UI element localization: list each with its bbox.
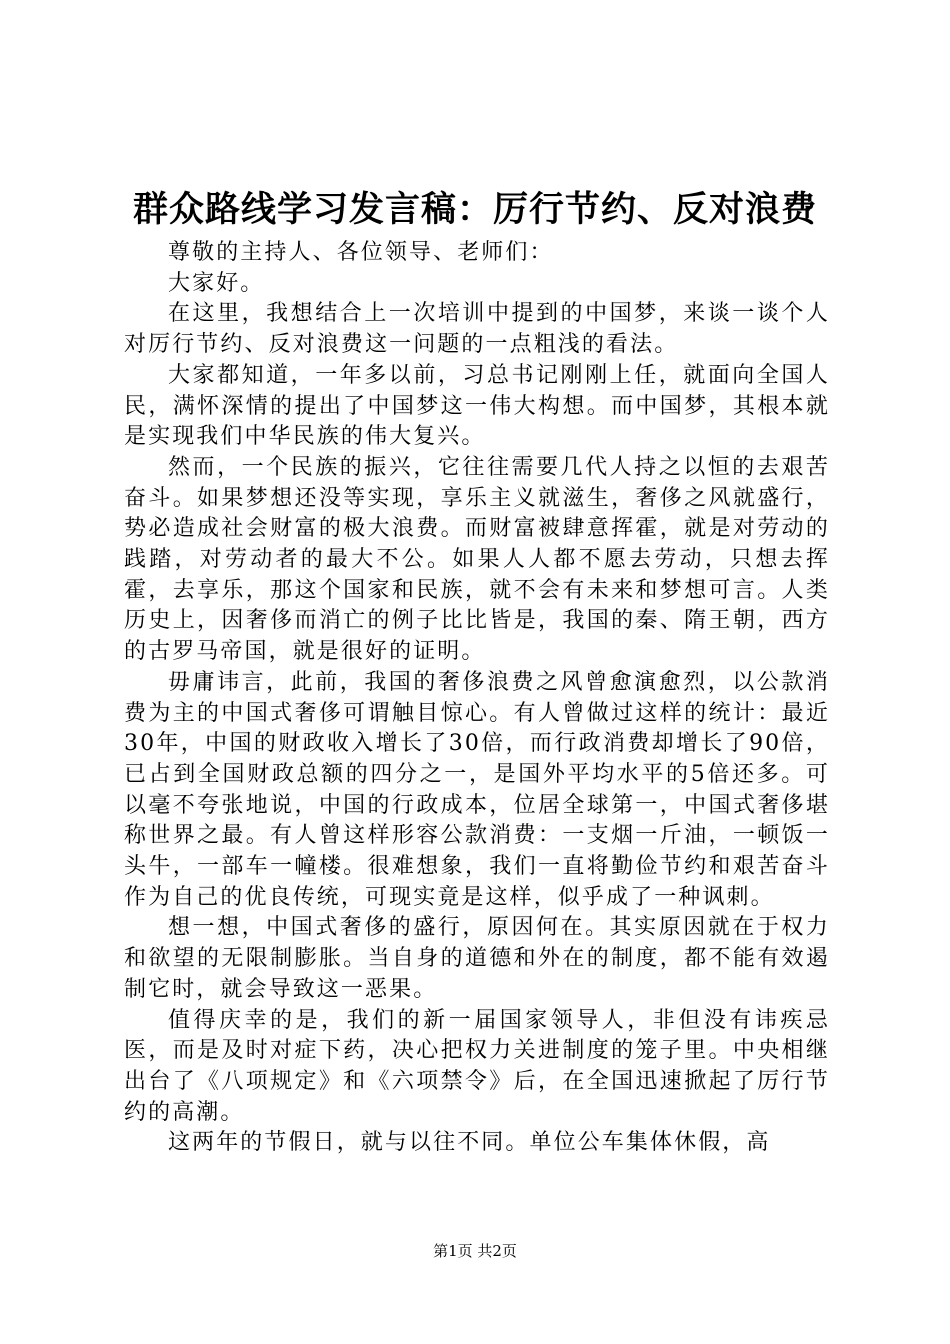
document-title: 群众路线学习发言稿：厉行节约、反对浪费 [132,190,817,230]
paragraph: 毋庸讳言，此前，我国的奢侈浪费之风曾愈演愈烈，以公款消费为主的中国式奢侈可谓触目惊心。有人曾做过这样的统计：最近30年，中国的财政收入增长了30倍，而行政消费却增长了90倍，已占到全国财政总额的四分之一，是国外平均水平的5倍还多。可以毫不夸张地说，中国的行政成本，位居全球第一，中国式奢侈堪称世界之最。有人曾这样形容公款消费：一支烟一斤油，一顿饭一头牛，一部车一幢楼。很难想象，我们一直将勤俭节约和艰苦奋斗作为自己的优良传统，可现实竟是这样，似乎成了一种讽刺。 [124,669,830,910]
page-footer: 第1页 共2页 [433,1242,517,1260]
paragraph: 想一想，中国式奢侈的盛行，原因何在。其实原因就在于权力和欲望的无限制膨胀。当自身的道德和外在的制度，都不能有效遏制它时，就会导致这一恶果。 [124,915,830,1002]
paragraph: 这两年的节假日，就与以往不同。单位公车集体休假，高 [168,1130,771,1156]
paragraph: 在这里，我想结合上一次培训中提到的中国梦，来谈一谈个人对厉行节约、反对浪费这一问题的一点粗浅的看法。 [124,301,830,358]
paragraph: 值得庆幸的是，我们的新一届国家领导人，非但没有讳疾忌医，而是及时对症下药，决心把权力关进制度的笼子里。中央相继出台了《八项规定》和《六项禁令》后，在全国迅速掀起了厉行节约的高潮。 [124,1007,830,1125]
document-body [124,238,830,1159]
paragraph: 大家好。 [168,270,265,296]
paragraph: 大家都知道，一年多以前，习总书记刚刚上任，就面向全国人民，满怀深情的提出了中国梦这一伟大构想。而中国梦，其根本就是实现我们中华民族的伟大复兴。 [124,362,830,450]
paragraph: 然而，一个民族的振兴，它往往需要几代人持之以恒的去艰苦奋斗。如果梦想还没等实现，享乐主义就滋生，奢侈之风就盛行，势必造成社会财富的极大浪费。而财富被肆意挥霍，就是对劳动的践踏，对劳动者的最大不公。如果人人都不愿去劳动，只想去挥霍，去享乐，那这个国家和民族，就不会有未来和梦想可言。人类历史上，因奢侈而消亡的例子比比皆是，我国的秦、隋王朝，西方的古罗马帝国，就是很好的证明。 [124,454,830,665]
paragraph: 尊敬的主持人、各位领导、老师们： [168,240,554,265]
